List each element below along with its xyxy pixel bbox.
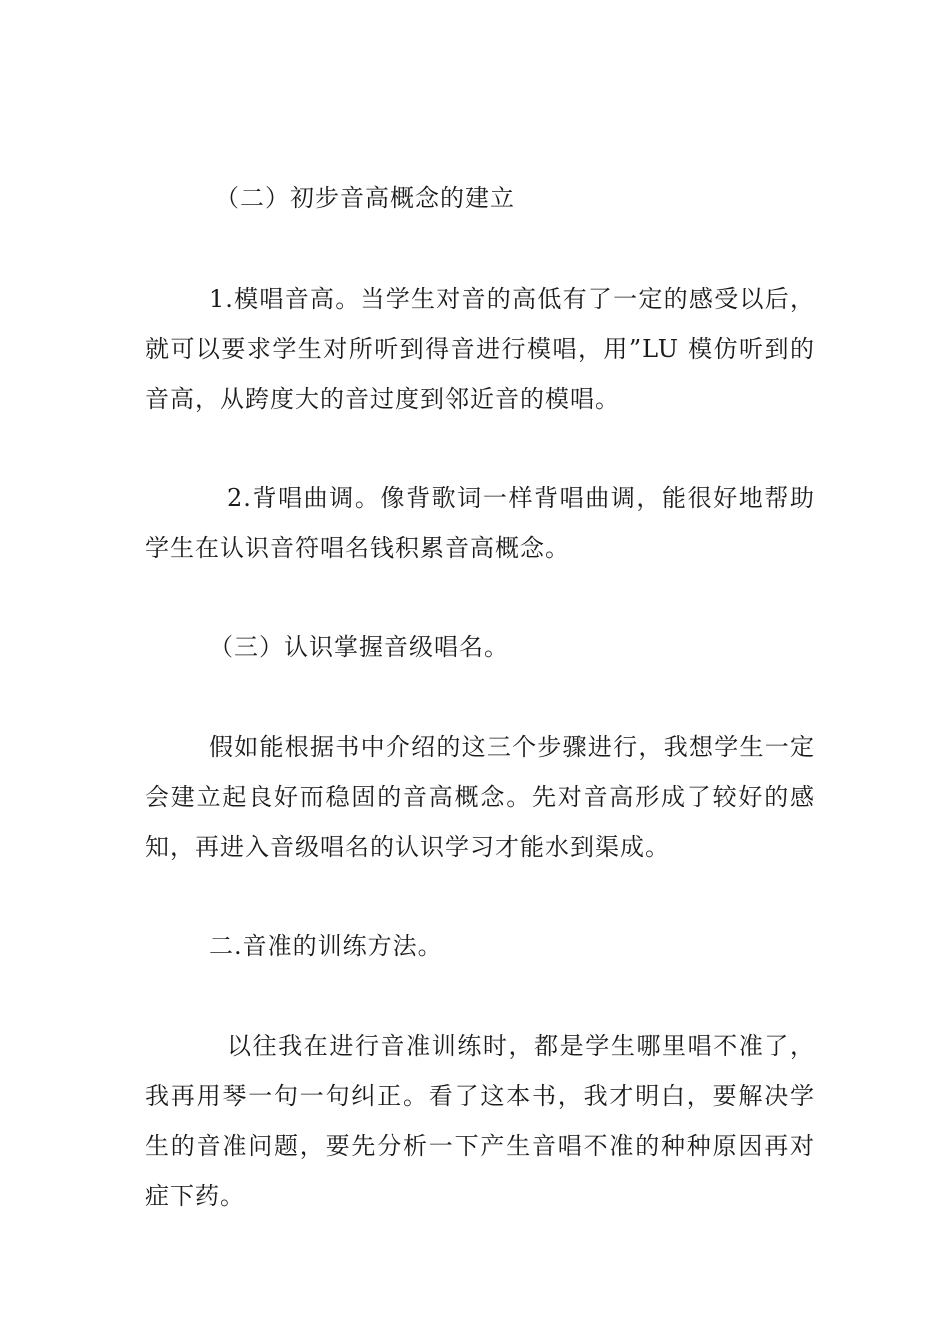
summary-paragraph: 假如能根据书中介绍的这三个步骤进行，我想学生一定会建立起良好而稳固的音高概念。先对音高形成了较好的感知，再进入音级唱名的认识学习才能水到渠成。 — [145, 733, 815, 861]
part-2-heading: 二.音准的训练方法。 — [209, 932, 443, 960]
section-3-heading: （三）认识掌握音级唱名。 — [209, 633, 509, 661]
item-1-paragraph: 1.模唱音高。当学生对音的高低有了一定的感受以后，就可以要求学生对所听到得音进行模唱，用”LU 模仿听到的音高，从跨度大的音过度到邻近音的模唱。 — [145, 285, 815, 413]
reflection-paragraph: 以往我在进行音准训练时，都是学生哪里唱不准了，我再用琴一句一句纠正。看了这本书，我才明白，要解决学生的音准问题，要先分析一下产生音唱不准的种种原因再对症下药。 — [145, 1032, 815, 1210]
item-2-paragraph: 2.背唱曲调。像背歌词一样背唱曲调，能很好地帮助学生在认识音符唱名钱积累音高概念。 — [145, 484, 815, 562]
section-2-heading: （二）初步音高概念的建立 — [215, 184, 515, 212]
